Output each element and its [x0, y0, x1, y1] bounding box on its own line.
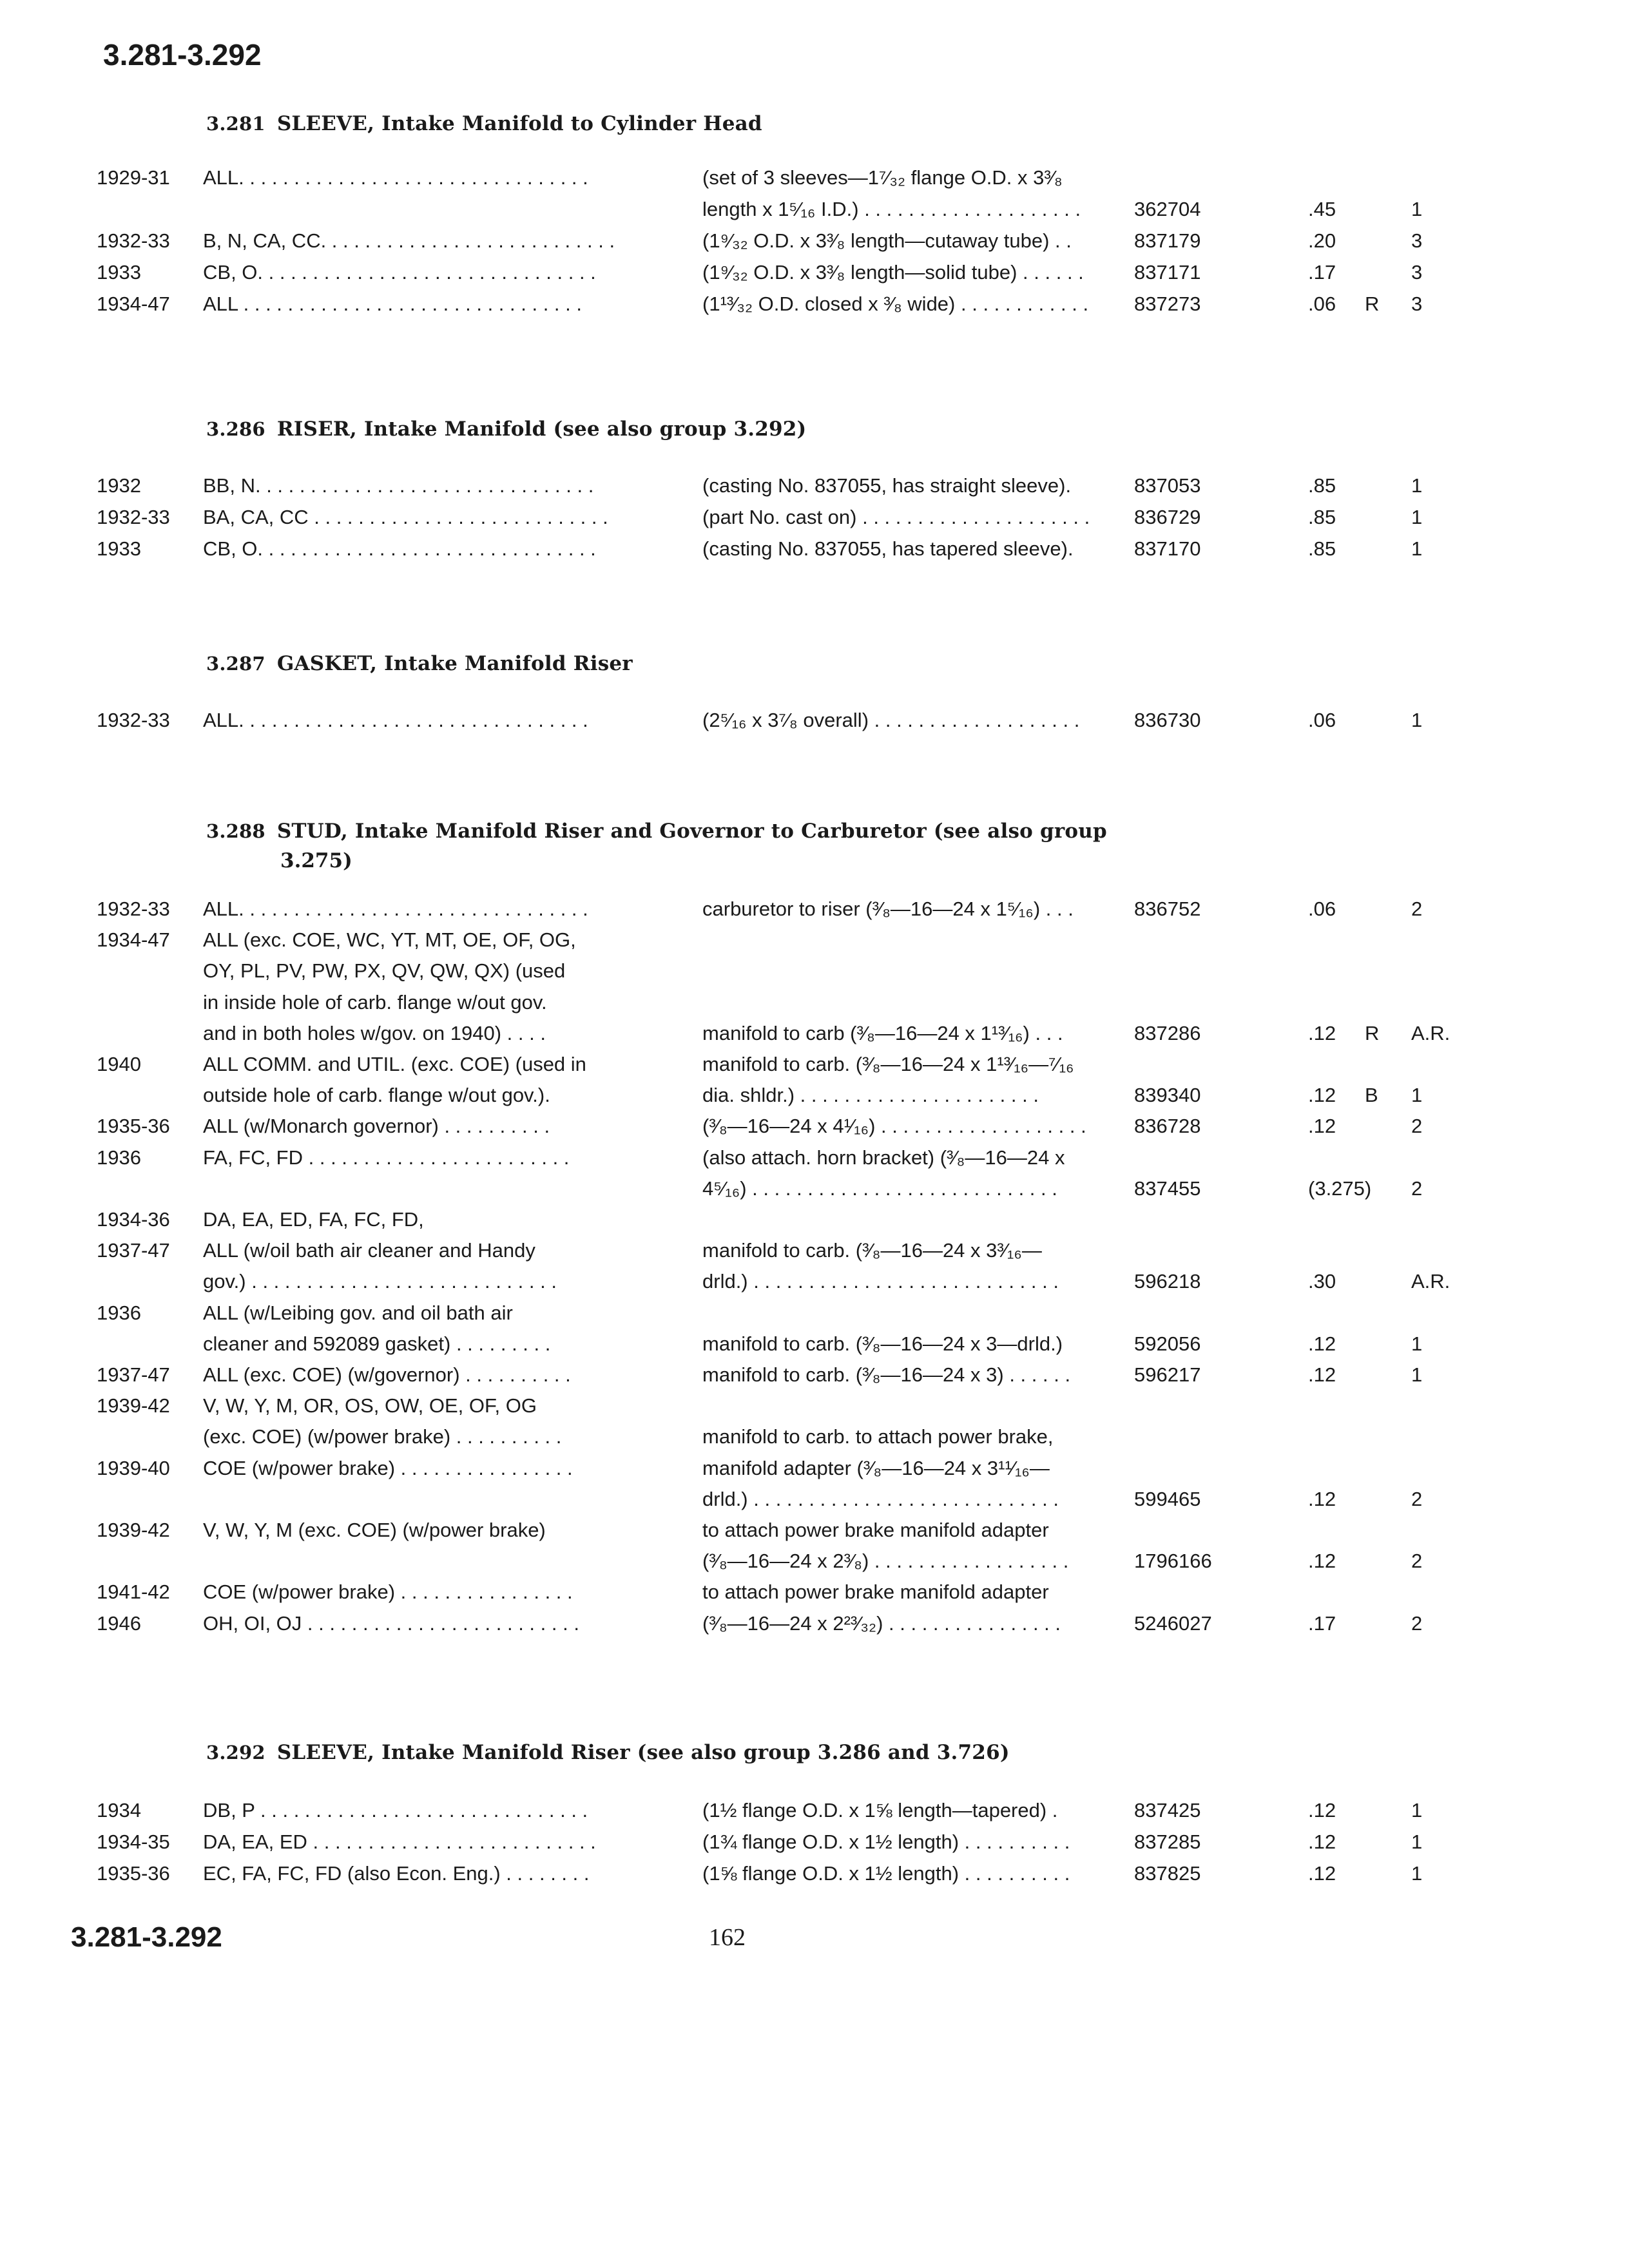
cell-model: FA, FC, FD . . . . . . . . . . . . . . . . . . . . . . . .	[203, 1146, 570, 1169]
cell-part: 1796166	[1134, 1550, 1212, 1573]
cell-qty: 1	[1411, 474, 1423, 497]
cell-year: 1935-36	[97, 1115, 170, 1138]
section-heading: STUD, Intake Manifold Riser and Governor to Carburetor (see also group	[276, 820, 1107, 843]
table-row	[0, 1270, 1629, 1302]
cell-model: CB, O. . . . . . . . . . . . . . . . . . . . . . . . . . . . . . .	[203, 537, 596, 560]
table-row	[0, 1457, 1629, 1489]
cell-model: CB, O. . . . . . . . . . . . . . . . . . . . . . . . . . . . . . .	[203, 261, 596, 284]
cell-model: DA, EA, ED, FA, FC, FD,	[203, 1208, 424, 1231]
section-title-3-281	[206, 112, 762, 135]
cell-qty: 1	[1411, 1084, 1423, 1107]
cell-price: .85	[1308, 506, 1336, 528]
table-row	[0, 537, 1629, 570]
table-row	[0, 506, 1629, 538]
cell-model: ALL (w/oil bath air cleaner and Handy	[203, 1239, 535, 1262]
cell-desc: manifold to carb. (³⁄₈—16—24 x 3—drld.)	[702, 1332, 1063, 1355]
cell-price: .17	[1308, 261, 1336, 284]
table-row	[0, 1550, 1629, 1582]
cell-model: ALL (w/Leibing gov. and oil bath air	[203, 1301, 513, 1324]
cell-model: OH, OI, OJ . . . . . . . . . . . . . . . . . . . . . . . . .	[203, 1611, 579, 1635]
cell-model: V, W, Y, M, OR, OS, OW, OE, OF, OG	[203, 1394, 537, 1418]
cell-part: 836728	[1134, 1115, 1201, 1138]
cell-model: ALL (exc. COE, WC, YT, MT, OE, OF, OG,	[203, 928, 576, 952]
section-title-3-286	[206, 418, 806, 441]
table-row	[0, 709, 1629, 741]
cell-model: ALL. . . . . . . . . . . . . . . . . . . . . . . . . . . . . . . .	[203, 898, 588, 920]
cell-qty: 2	[1411, 1550, 1423, 1573]
cell-price: .12	[1308, 1550, 1336, 1573]
cell-desc: (1⅝ flange O.D. x 1½ length) . . . . . . . . . .	[702, 1862, 1070, 1885]
cell-model: cleaner and 592089 gasket) . . . . . . . . .	[203, 1332, 551, 1355]
cell-model: COE (w/power brake) . . . . . . . . . . . . . . . .	[203, 1581, 573, 1604]
cell-price: (3.275)	[1308, 1177, 1372, 1200]
table-row	[0, 1831, 1629, 1863]
cell-desc: (casting No. 837055, has straight sleeve).	[702, 474, 1072, 497]
table-row	[0, 1488, 1629, 1520]
cell-model: gov.) . . . . . . . . . . . . . . . . . . . . . . . . . . . .	[203, 1270, 557, 1293]
table-row	[0, 1022, 1629, 1054]
section-title-3-288	[206, 820, 1107, 843]
page-number: 162	[709, 1924, 746, 1951]
cell-year: 1935-36	[97, 1862, 170, 1885]
cell-model: ALL . . . . . . . . . . . . . . . . . . . . . . . . . . . . . . .	[203, 293, 583, 315]
cell-year: 1936	[97, 1146, 141, 1169]
cell-part: 837170	[1134, 537, 1201, 560]
table-row	[0, 1115, 1629, 1147]
cell-price: .30	[1308, 1270, 1336, 1293]
section-number: 3.281	[206, 113, 265, 135]
cell-desc: (2⁵⁄₁₆ x 3⁷⁄₈ overall) . . . . . . . . . . . . . . . . . . .	[702, 709, 1080, 731]
cell-part: 837455	[1134, 1177, 1201, 1200]
cell-qty: 2	[1411, 1177, 1423, 1200]
cell-price: .06	[1308, 293, 1336, 315]
cell-part: 5246027	[1134, 1611, 1212, 1635]
section-number: 3.288	[206, 820, 265, 842]
cell-qty: 1	[1411, 1332, 1423, 1355]
cell-year: 1929-31	[97, 166, 170, 189]
cell-price: .12	[1308, 1363, 1336, 1386]
cell-desc: (1¹³⁄₃₂ O.D. closed x ³⁄₈ wide) . . . . . . . . . . . .	[702, 293, 1089, 315]
cell-part: 837825	[1134, 1862, 1201, 1885]
cell-year: 1934-47	[97, 293, 170, 315]
cell-part: 837179	[1134, 229, 1201, 252]
cell-part: 837285	[1134, 1831, 1201, 1853]
cell-model: B, N, CA, CC. . . . . . . . . . . . . . . . . . . . . . . . . . .	[203, 229, 615, 252]
cell-price: .12	[1308, 1115, 1336, 1138]
cell-model: ALL. . . . . . . . . . . . . . . . . . . . . . . . . . . . . . . .	[203, 166, 588, 189]
table-row	[0, 1084, 1629, 1116]
cell-price: .12	[1308, 1021, 1336, 1044]
section-number: 3.286	[206, 418, 265, 440]
cell-part: 592056	[1134, 1332, 1201, 1355]
cell-qty: 1	[1411, 1831, 1423, 1853]
cell-part: 836752	[1134, 898, 1201, 920]
cell-part: 596217	[1134, 1363, 1201, 1386]
cell-year: 1946	[97, 1611, 141, 1635]
cell-qty: 1	[1411, 1862, 1423, 1885]
cell-desc: manifold adapter (³⁄₈—16—24 x 3¹¹⁄₁₆—	[702, 1456, 1050, 1479]
cell-price: .06	[1308, 898, 1336, 920]
cell-mark: R	[1365, 1021, 1380, 1044]
cell-desc: (1½ flange O.D. x 1⅝ length—tapered) .	[702, 1799, 1058, 1821]
cell-year: 1934-36	[97, 1208, 170, 1231]
table-row	[0, 166, 1629, 198]
cell-model: V, W, Y, M (exc. COE) (w/power brake)	[203, 1519, 546, 1541]
cell-desc: manifold to carb. (³⁄₈—16—24 x 1¹³⁄₁₆—⁷⁄₁₆	[702, 1053, 1074, 1075]
table-row	[0, 474, 1629, 506]
table-row	[0, 1425, 1629, 1457]
cell-qty: 2	[1411, 1115, 1423, 1138]
cell-year: 1939-40	[97, 1456, 170, 1479]
section-heading: SLEEVE, Intake Manifold to Cylinder Head	[276, 112, 762, 135]
cell-year: 1939-42	[97, 1519, 170, 1541]
cell-part: 836730	[1134, 709, 1201, 731]
cell-qty: 1	[1411, 1363, 1423, 1386]
table-row	[0, 1146, 1629, 1178]
cell-qty: 1	[1411, 506, 1423, 528]
cell-model: BB, N. . . . . . . . . . . . . . . . . . . . . . . . . . . . . . .	[203, 474, 594, 497]
cell-model: in inside hole of carb. flange w/out gov.	[203, 990, 547, 1014]
cell-qty: A.R.	[1411, 1270, 1451, 1293]
cell-mark: R	[1365, 293, 1380, 315]
table-row	[0, 293, 1629, 325]
cell-year: 1932-33	[97, 898, 170, 920]
cell-desc: manifold to carb. (³⁄₈—16—24 x 3) . . . . . .	[702, 1363, 1071, 1386]
table-row	[0, 1302, 1629, 1334]
section-title-3-287	[206, 652, 633, 675]
table-row	[0, 898, 1629, 930]
cell-price: .12	[1308, 1799, 1336, 1821]
section-heading: GASKET, Intake Manifold Riser	[276, 652, 633, 675]
section-heading: RISER, Intake Manifold (see also group 3.292)	[276, 418, 807, 441]
table-row	[0, 1239, 1629, 1271]
table-row	[0, 1862, 1629, 1894]
cell-qty: 1	[1411, 198, 1423, 220]
cell-desc: manifold to carb. (³⁄₈—16—24 x 3³⁄₁₆—	[702, 1239, 1042, 1262]
cell-desc: drld.) . . . . . . . . . . . . . . . . . . . . . . . . . . . .	[702, 1487, 1059, 1510]
cell-desc: (1¾ flange O.D. x 1½ length) . . . . . . . . . .	[702, 1831, 1070, 1853]
cell-desc: (³⁄₈—16—24 x 2²³⁄₃₂) . . . . . . . . . . . . . . . .	[702, 1611, 1061, 1635]
cell-price: .12	[1308, 1831, 1336, 1853]
cell-year: 1932-33	[97, 229, 170, 252]
cell-part: 599465	[1134, 1487, 1201, 1510]
cell-year: 1937-47	[97, 1239, 170, 1262]
cell-year: 1932-33	[97, 506, 170, 528]
cell-year: 1932-33	[97, 709, 170, 731]
cell-desc: length x 1⁵⁄₁₆ I.D.) . . . . . . . . . . . . . . . . . . . .	[702, 198, 1081, 220]
cell-price: .85	[1308, 537, 1336, 560]
cell-model: ALL. . . . . . . . . . . . . . . . . . . . . . . . . . . . . . . .	[203, 709, 588, 731]
table-row	[0, 1332, 1629, 1365]
cell-qty: 1	[1411, 709, 1423, 731]
table-row	[0, 1799, 1629, 1831]
cell-model: ALL (w/Monarch governor) . . . . . . . . . .	[203, 1115, 550, 1138]
cell-desc: to attach power brake manifold adapter	[702, 1519, 1049, 1541]
table-row	[0, 1519, 1629, 1551]
cell-year: 1936	[97, 1301, 141, 1324]
cell-desc: (³⁄₈—16—24 x 4¹⁄₁₆) . . . . . . . . . . . . . . . . . . .	[702, 1115, 1086, 1138]
cell-year: 1934-47	[97, 928, 170, 952]
cell-part: 839340	[1134, 1084, 1201, 1107]
cell-model: ALL (exc. COE) (w/governor) . . . . . . . . . .	[203, 1363, 571, 1386]
cell-desc: 4⁵⁄₁₆) . . . . . . . . . . . . . . . . . . . . . . . . . . . .	[702, 1177, 1057, 1200]
cell-desc: dia. shldr.) . . . . . . . . . . . . . . . . . . . . . .	[702, 1084, 1039, 1107]
cell-model: and in both holes w/gov. on 1940) . . . .	[203, 1021, 546, 1044]
cell-qty: 1	[1411, 537, 1423, 560]
cell-desc: (casting No. 837055, has tapered sleeve).	[702, 537, 1074, 560]
section-heading: SLEEVE, Intake Manifold Riser (see also group 3.286 and 3.726)	[276, 1741, 1010, 1764]
cell-desc: (set of 3 sleeves—1⁷⁄₃₂ flange O.D. x 3³⁄₈	[702, 166, 1063, 189]
cell-model: BA, CA, CC . . . . . . . . . . . . . . . . . . . . . . . . . . .	[203, 506, 608, 528]
table-row	[0, 1363, 1629, 1396]
cell-desc: (part No. cast on) . . . . . . . . . . . . . . . . . . . . .	[702, 506, 1090, 528]
cell-desc: (³⁄₈—16—24 x 2³⁄₈) . . . . . . . . . . . . . . . . . .	[702, 1550, 1069, 1573]
table-row	[0, 229, 1629, 262]
cell-price: .20	[1308, 229, 1336, 252]
cell-desc: (1⁹⁄₃₂ O.D. x 3³⁄₈ length—cutaway tube) . .	[702, 229, 1072, 252]
cell-year: 1934	[97, 1799, 141, 1821]
section-title-3-292	[206, 1741, 1010, 1764]
cell-year: 1941-42	[97, 1581, 170, 1604]
cell-desc: drld.) . . . . . . . . . . . . . . . . . . . . . . . . . . . .	[702, 1270, 1059, 1293]
cell-model: DA, EA, ED . . . . . . . . . . . . . . . . . . . . . . . . . .	[203, 1831, 596, 1853]
cell-price: .85	[1308, 474, 1336, 497]
cell-price: .17	[1308, 1611, 1336, 1635]
cell-part: 837286	[1134, 1021, 1201, 1044]
cell-part: 596218	[1134, 1270, 1201, 1293]
cell-price: .06	[1308, 709, 1336, 731]
table-row	[0, 991, 1629, 1023]
table-row	[0, 1581, 1629, 1613]
cell-price: .45	[1308, 198, 1336, 220]
page-header: 3.281-3.292	[103, 38, 262, 72]
cell-part: 362704	[1134, 198, 1201, 220]
cell-year: 1932	[97, 474, 141, 497]
section-number: 3.292	[206, 1742, 265, 1763]
cell-part: 837171	[1134, 261, 1201, 284]
cell-year: 1937-47	[97, 1363, 170, 1386]
cell-desc: (1⁹⁄₃₂ O.D. x 3³⁄₈ length—solid tube) . . . . . .	[702, 261, 1084, 284]
table-row	[0, 928, 1629, 961]
cell-part: 837273	[1134, 293, 1201, 315]
cell-qty: 1	[1411, 1799, 1423, 1821]
cell-part: 837053	[1134, 474, 1201, 497]
table-row	[0, 1612, 1629, 1644]
cell-model: COE (w/power brake) . . . . . . . . . . . . . . . .	[203, 1456, 573, 1479]
cell-qty: A.R.	[1411, 1021, 1451, 1044]
cell-year: 1934-35	[97, 1831, 170, 1853]
cell-model: EC, FA, FC, FD (also Econ. Eng.) . . . . . . . .	[203, 1862, 590, 1885]
cell-year: 1939-42	[97, 1394, 170, 1418]
cell-qty: 3	[1411, 229, 1423, 252]
cell-mark: B	[1365, 1084, 1378, 1107]
cell-qty: 2	[1411, 1487, 1423, 1510]
cell-model: (exc. COE) (w/power brake) . . . . . . . . . .	[203, 1425, 562, 1448]
cell-desc: to attach power brake manifold adapter	[702, 1581, 1049, 1604]
section-number: 3.287	[206, 653, 265, 675]
cell-price: .12	[1308, 1862, 1336, 1885]
page-footer: 3.281-3.292	[71, 1921, 222, 1953]
cell-qty: 2	[1411, 898, 1423, 920]
cell-price: .12	[1308, 1332, 1336, 1355]
cell-model: DB, P . . . . . . . . . . . . . . . . . . . . . . . . . . . . . .	[203, 1799, 588, 1821]
table-row	[0, 198, 1629, 230]
cell-desc: carburetor to riser (³⁄₈—16—24 x 1⁵⁄₁₆) . . .	[702, 898, 1074, 920]
cell-qty: 2	[1411, 1611, 1423, 1635]
cell-qty: 3	[1411, 293, 1423, 315]
cell-price: .12	[1308, 1084, 1336, 1107]
cell-desc: manifold to carb (³⁄₈—16—24 x 1¹³⁄₁₆) . . .	[702, 1021, 1063, 1044]
section-heading-continued: 3.275)	[280, 849, 352, 872]
cell-desc: (also attach. horn bracket) (³⁄₈—16—24 x	[702, 1146, 1065, 1169]
cell-year: 1940	[97, 1053, 141, 1075]
cell-price: .12	[1308, 1487, 1336, 1510]
cell-model: OY, PL, PV, PW, PX, QV, QW, QX) (used	[203, 959, 566, 983]
cell-model: ALL COMM. and UTIL. (exc. COE) (used in	[203, 1053, 586, 1075]
table-row	[0, 1053, 1629, 1085]
cell-model: outside hole of carb. flange w/out gov.).	[203, 1084, 550, 1107]
cell-desc: manifold to carb. to attach power brake,	[702, 1425, 1054, 1448]
cell-qty: 3	[1411, 261, 1423, 284]
table-row	[0, 261, 1629, 293]
cell-year: 1933	[97, 261, 141, 284]
table-row	[0, 1208, 1629, 1240]
cell-part: 836729	[1134, 506, 1201, 528]
table-row	[0, 1177, 1629, 1209]
cell-year: 1933	[97, 537, 141, 560]
table-row	[0, 959, 1629, 992]
cell-part: 837425	[1134, 1799, 1201, 1821]
table-row	[0, 1394, 1629, 1427]
